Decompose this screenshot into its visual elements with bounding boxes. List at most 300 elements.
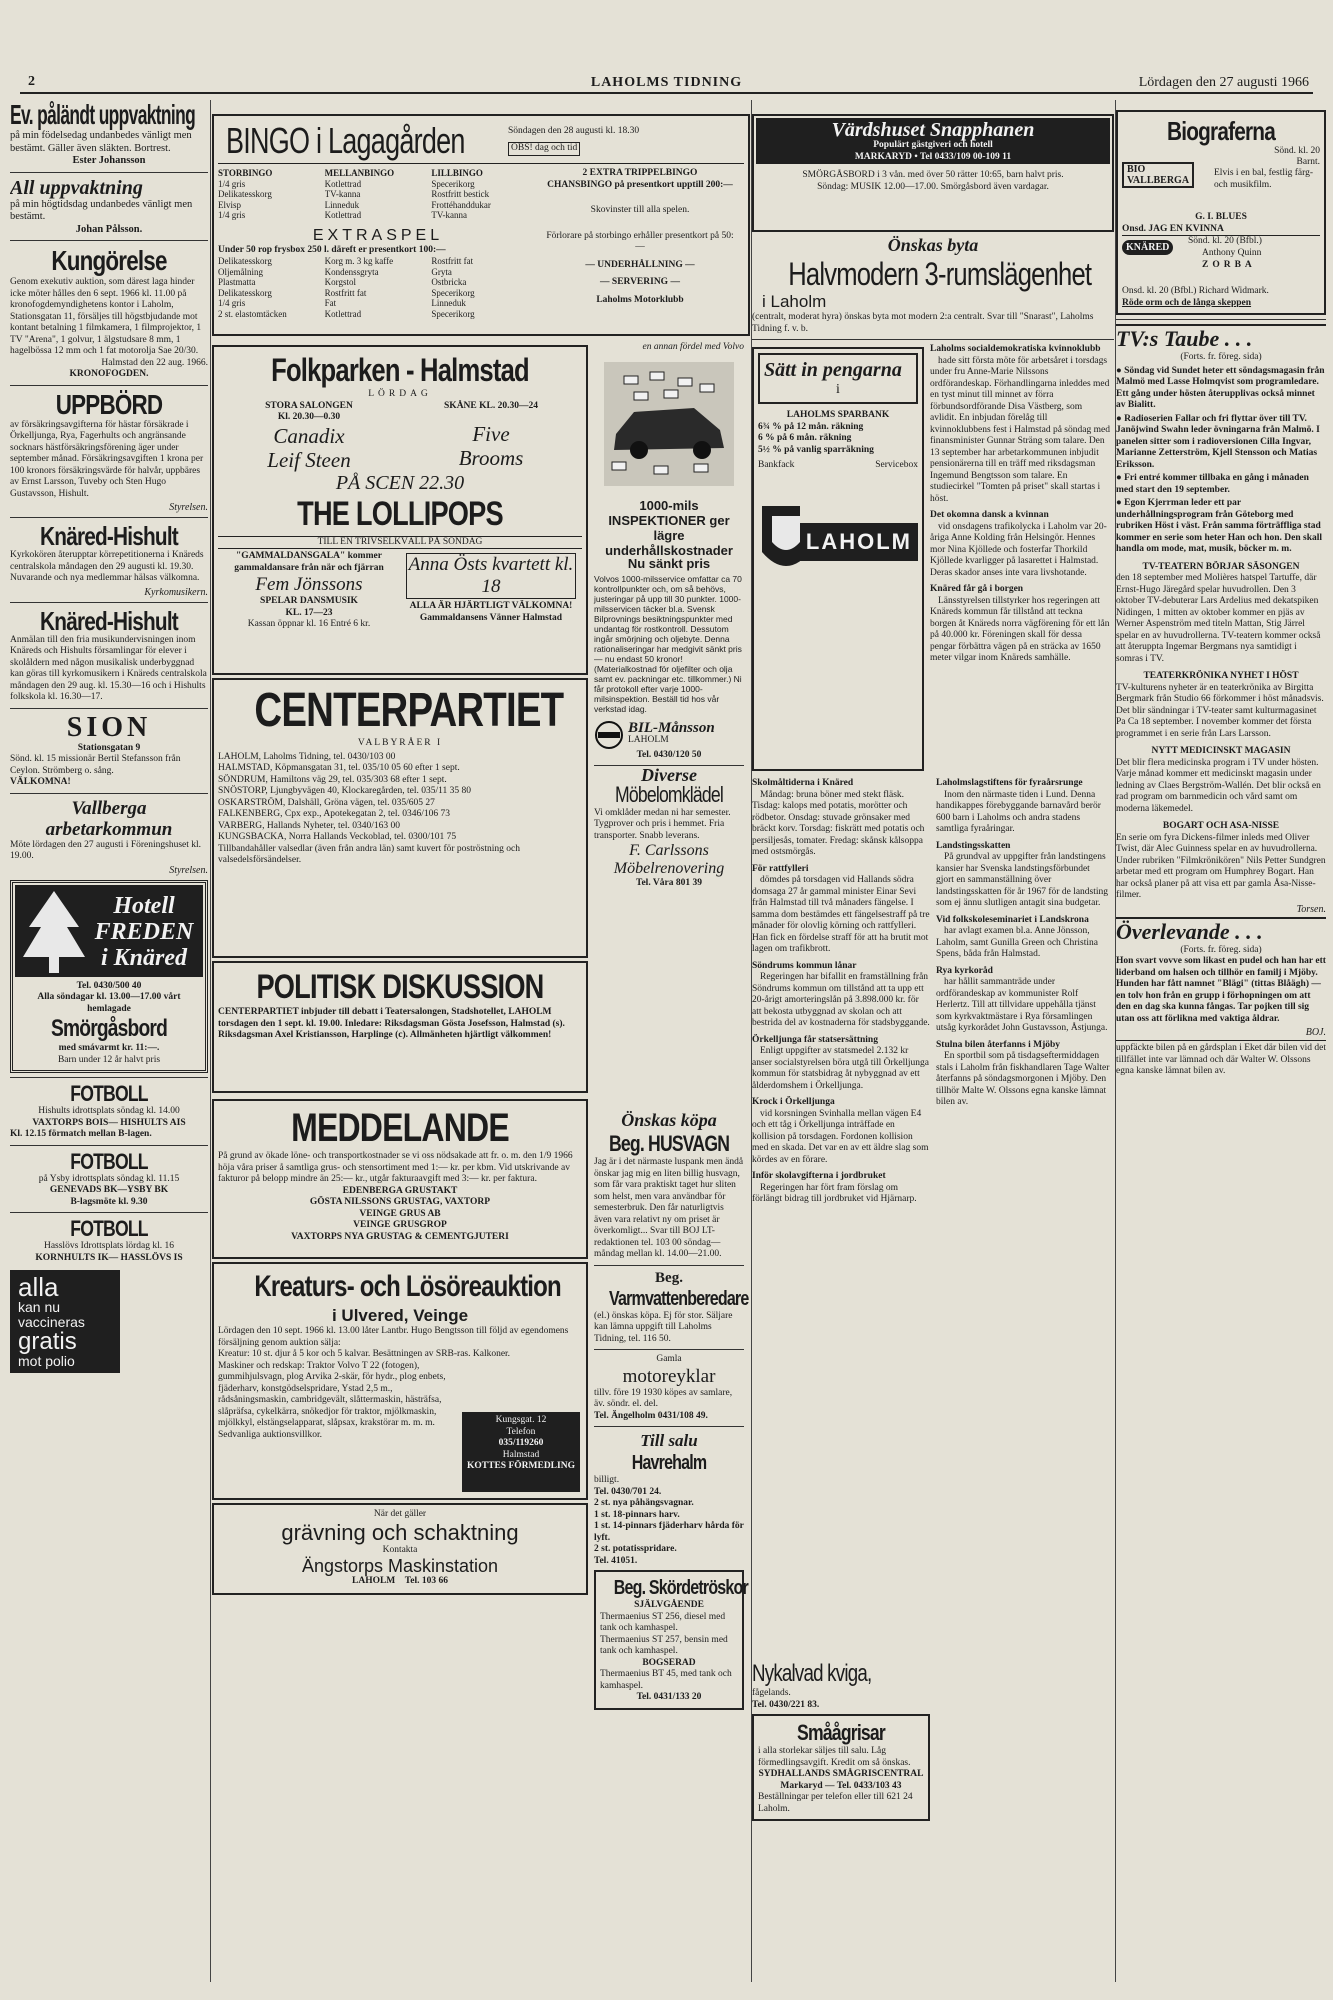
diverse-text: Vi omklåder medan ni har semester. Tygprover och pris i hemmet. Fria transporter. Snabb leverans. <box>594 807 731 841</box>
volvo-dealer-place: LAHOLM <box>628 734 669 745</box>
bingo-prize: Delikatesskorg <box>218 287 272 298</box>
sparbank-rate: 6 % på 6 mån. räkning <box>758 433 852 443</box>
ad-match: GENEVADS BK—YSBY BK <box>49 1185 169 1195</box>
bingo-prize: Specerikorg <box>431 178 475 189</box>
tv-bullet-text: Radioserien Fallar och fri flyttar över till TV. Janöjwind Swahn leder övningarna från Malmö. I panelen sitter som i radioversionen Cilla Ingvar, Marianne Zetterström, Kjell Stensson och Matias Eriksson. <box>1116 413 1320 470</box>
meddelande-firm: EDENBERGA GRUSTAKT <box>342 1185 458 1196</box>
bingo-prize: Kotlettrad <box>324 308 362 319</box>
bingo-prize: Kotlettrad <box>324 178 362 189</box>
divider <box>10 172 208 173</box>
notice-text: Anmälan till den fria musikundervisningen inom Knäreds och Hishults församlingar för elever i skolåldern med någon musikalisk underbyggnad kan göras till kyrkomusikern i Knäreds centralskola måndagen den 29 aug. kl. 15.30—16 och i Hishults folkskola kl. 16.30—17. <box>10 634 207 702</box>
issue-date: Lördagen den 27 augusti 1966 <box>1138 75 1309 90</box>
debate-title: POLITISK DISKUSSION <box>256 968 544 1006</box>
folkparken-title: Folkparken - Halmstad <box>271 352 529 388</box>
notice-uppbord <box>10 390 208 514</box>
snapphanen-subtitle: Populärt gästgiveri och hotell <box>873 140 993 150</box>
bingo-prize: Plastmatta <box>218 277 256 287</box>
ad-till-salu <box>594 1431 744 1567</box>
skord-title: Beg. Skördetröskor <box>613 1577 748 1599</box>
bio-logo-text: BIO <box>1127 164 1146 175</box>
ad-centerpartiet <box>212 678 588 958</box>
news-item <box>930 510 1110 579</box>
bingo-prize: Linneduk <box>431 298 466 308</box>
byta-title: Önskas byta <box>887 235 979 255</box>
auktion-stamp <box>462 1412 580 1492</box>
gravning-title: grävning och schaktning <box>281 1519 519 1545</box>
news-headline: Laholms socialdemokratiska kvinnoklubb <box>930 344 1101 354</box>
bingo-prize: Fat <box>324 298 337 308</box>
volvo-dealer-name: BIL-Månsson <box>628 720 715 736</box>
gravning-foot <box>218 1576 582 1588</box>
bingo-prize: Specerikorg <box>431 287 475 298</box>
volvo-phone: Tel. 0430/120 50 <box>636 749 702 760</box>
ad-sparbank <box>752 347 924 771</box>
bingo-prize: Ostbricka <box>431 277 467 287</box>
bullet-icon: ● <box>1116 473 1125 483</box>
stamp-line: Halmstad <box>502 1449 540 1460</box>
ad-motorcyklar <box>594 1354 744 1422</box>
auktion-machines: Maskiner och redskap: Traktor Volvo T 22 (fotogen), gummihjulsvagn, plog Arvika 2-skär, för hydr., plog enbets, fjäderharv, konstgödselspridare, Ystad 2,5 m., rådsåningsmaskin, cambridgevält, slåttermaskin, hästräfsa, slåpräfsa, cykelkärra, snökedjor för traktor, mjölkmaskin, mjölkkyl, elstängselapparat, slåpsax, krakstörar m. m. m. <box>218 1360 446 1428</box>
folkparken-day: LÖRDAG <box>368 389 432 399</box>
tv-bullet <box>1116 473 1326 496</box>
gravning-head: När det gäller <box>373 1509 427 1519</box>
centerpartiet-office: KUNGSBACKA, Norra Hallands Veckoblad, tel. 0300/101 75 <box>218 832 457 842</box>
news-text: Länsstyrelsen tillstyrker hos regeringen att Knäreds kommun får tillstånd att teckna borgen åt Knäreds norra vägförening för ett lån på 40.000 kr. Föreningen skall för dessa pengar förbättra vägen på en sträcka av 1650 meter vilgar inom Knäreds samhälle. <box>930 595 1110 663</box>
smag-phone: Markaryd — Tel. 0433/103 43 <box>780 1780 902 1791</box>
news-item <box>936 841 1110 910</box>
bingo-prize: Korgstol <box>324 277 356 287</box>
divider <box>10 1212 208 1213</box>
divider <box>594 1265 744 1266</box>
bingo-prize: 1/4 gris <box>218 298 246 308</box>
diverse-title: Diverse <box>641 765 697 785</box>
tv-section-text: den 18 september med Molières hatspel Tartuffe, där Ernst-Hugo Järegård spelar huvudrollen. Den 3 oktober TV-debuterar Lars Ardelius med dekatspiken Nidingen, 1 mitten av oktober kommer en pjäs av Werner Aspenström med titeln Mattan, Stig Järrel spelar en av huvudrollerna. TV-teatern kommer också att återuppta Ingemar Bergmans nya samtidigt i somras i TV. <box>1116 573 1321 664</box>
ad-snapphanen <box>752 114 1114 232</box>
news-headline: För rattfylleri <box>752 863 809 874</box>
ov-title: Överlevande . . . <box>1116 917 1326 945</box>
bio-film-title: ZORBA <box>1202 260 1256 270</box>
salu-line: Tel. 41051. <box>594 1555 638 1566</box>
news-item <box>752 961 930 1030</box>
notice-signature: Styrelsen. <box>169 864 208 876</box>
volvo-subheadline: Nu sänkt pris <box>627 556 711 571</box>
ad-onskas-kopa <box>594 1110 744 1261</box>
kviga-title: Nykalvad kviga, <box>752 1660 872 1687</box>
bingo-prize: Oljemålning <box>218 266 263 277</box>
ad-smagrisar <box>752 1714 930 1821</box>
tv-section-title: NYTT MEDICINSKT MAGASIN <box>1151 746 1291 756</box>
snapphanen-smorgasbord: SMÖRGÅSBORD i 3 vån. med över 50 rätter 10:65, barn halvt pris. <box>802 170 1064 180</box>
folkparken-stage: STORA SALONGEN <box>265 400 353 411</box>
ov-subtitle: (Forts. fr. föreg. sida) <box>1180 944 1262 955</box>
bingo-prize: Rostfritt fat <box>431 256 474 266</box>
notice-signature: KRONOFOGDEN. <box>69 369 149 379</box>
bingo-prize: Rostfritt bestick <box>431 189 490 199</box>
volvo-tagline: en annan fördel med Volvo <box>642 342 744 352</box>
ad-diverse <box>594 765 744 890</box>
notice-title: Ev. påländt uppvaktning <box>10 100 196 130</box>
ads-col2-right <box>594 1110 749 1713</box>
news-column-a <box>930 344 1110 774</box>
folkparken-time: KL. 17—23 <box>285 607 333 618</box>
meddelande-firm: VEINGE GRUS AB <box>359 1208 441 1219</box>
folkparken-gala: "GAMMALDANSGALA" kommer gammaldansare från när och fjärran <box>234 551 384 573</box>
folkparken-organizer: Gammaldansens Vänner Halmstad <box>419 612 563 623</box>
gravning-phone: Tel. 103 66 <box>404 1576 448 1586</box>
bio-vallberga <box>1122 146 1320 212</box>
moto-phone: Tel. Ängelholm 0431/108 49. <box>594 1410 708 1421</box>
diverse-phone: Tel. Våra 801 39 <box>636 878 702 888</box>
smag-sub: Beställningar per telefon eller till 621 24 Laholm. <box>758 1792 913 1814</box>
byta-place: i Laholm <box>762 292 827 311</box>
tv-bullets <box>1116 366 1326 556</box>
salu-text: billigt. <box>594 1475 620 1485</box>
news-text: har hållit sammanträde under ordförandeskap av kommunister Rolf Herlertz. Till att tillvidare uppehålla tjänst som kyrkvaktmästare i Rya församlingen utsåg kyrkorådet John Gustavsson, Åstjunga. <box>936 977 1108 1033</box>
bingo-prize: 1/4 gris <box>218 178 246 189</box>
car-icon <box>594 354 744 494</box>
byta-item: Halvmodern 3-rumslägenhet <box>788 256 1092 292</box>
bingo-extraspel-sub: Under 50 rop frysbox 250 l. däreft er presentkort 100:— <box>218 244 446 255</box>
bingo-prize: TV-kanna <box>431 210 467 220</box>
kviga-text: fågelands. <box>752 1688 791 1698</box>
notice-text: på min födelsedag undanbedes vänligt men bestämt. Gäller även släkten. Bortrest. <box>10 130 192 154</box>
bingo-header <box>218 120 744 164</box>
ads-col3-bottom <box>752 1660 930 1824</box>
ad-folkparken <box>212 345 588 675</box>
news-headline: Skolmåltiderna i Knäred <box>752 778 854 788</box>
divider <box>594 1426 744 1427</box>
news-text: har avlagt examen bl.a. Anne Jönsson, Laholm, samt Gunilla Green och Christina Spens, båda från Halmstad. <box>936 926 1098 959</box>
centerpartiet-office: SÖNDRUM, Hamiltons väg 29, tel. 035/303 68 efter 1 sept. <box>218 774 447 785</box>
tv-section-title: TV-TEATERN BÖRJAR SÄSONGEN <box>1142 561 1300 572</box>
column-rule <box>210 100 211 1982</box>
tv-section-text: En serie om fyra Dickens-filmer inleds med Oliver Twist, där Alec Guinness spelar en av huvudrollerna. Under rubriken "Filmkrönikören" Nils Petter Sundgren arbetar med ett program om Humphrey Bogart. Han har också planer på att visa ett par gamla Åsa-Nisse-filmer. <box>1116 832 1326 900</box>
folkparken-welcome: ALLA ÄR HJÄRTLIGT VÄLKOMNA! <box>409 601 573 611</box>
centerpartiet-note: Tillbandahåller valsedlar (även från andra län) samt kuvert för poströstning och valsedelsförsändelser. <box>218 843 520 865</box>
debate-text: CENTERPARTIET inbjuder till debatt i Teatersalongen, Stadshotellet, LAHOLM torsdagen den 1 sept. kl. 19.00. Inledare: Riksdagsman Gösta Josefsson, Halmstad (s). Riksdagsman Axel Kristiansson, Harplinge (c). Allmänheten hjärtligt välkommen! <box>218 1007 565 1040</box>
sparbank-rates <box>758 422 918 457</box>
folkparken-band: Five <box>472 422 510 446</box>
bingo-prize-grid <box>218 179 538 221</box>
page-header <box>20 72 1313 94</box>
bingo-note: OBS! dag och tid <box>508 142 580 156</box>
folkparken-band: Brooms <box>458 446 524 470</box>
bingo-extra-head: 2 EXTRA TRIPPELBINGO <box>582 168 698 178</box>
ad-extra: Kl. 12.15 förmatch mellan B-lagen. <box>10 1129 152 1139</box>
row-news-b <box>752 778 1114 1211</box>
ad-kviga <box>752 1660 930 1711</box>
ads-left-stack <box>212 342 588 1096</box>
folkparken-time: Kl. 20.30—0.30 <box>277 412 341 422</box>
masthead: LAHOLMS TIDNING <box>590 75 743 90</box>
tv-bullet <box>1116 414 1326 472</box>
folkparken-right <box>400 401 582 472</box>
divider <box>10 1145 208 1146</box>
ad-polio <box>10 1270 120 1373</box>
ad-politisk-diskussion <box>212 961 588 1093</box>
meddelande-title: MEDDELANDE <box>291 1106 509 1150</box>
news-headline: Stulna bilen återfanns i Mjöby <box>936 1039 1061 1050</box>
ad-text: Hishults idrottsplats söndag kl. 14.00 <box>38 1106 180 1116</box>
hotel-name: Hotell FREDEN i Knäred <box>94 892 194 971</box>
volvo-logo-icon <box>594 720 624 750</box>
snapphanen-music: Söndag: MUSIK 12.00—17.00. Smörgåsbord även vardagar. <box>817 181 1049 192</box>
news-headline: Knäred får gå i borgen <box>930 584 1024 594</box>
folkparken-sunday: TILL EN TRIVSELKVÄLL PÅ SÖNDAG <box>218 536 582 550</box>
bingo-head: STORBINGO <box>218 168 273 178</box>
news-item <box>752 1171 930 1206</box>
tv-bullet-text: Egon Kjerrman leder ett par underhållningsprogram från Göteborg med rubriken Höst i väst. Från samma förträffliga stad kommer en serie som heter Han och hon. Den skall handla om mode, mat, musik, böcker m. m. <box>1116 498 1323 554</box>
stamp-line: KOTTES FÖRMEDLING <box>467 1461 575 1471</box>
ad-gravning <box>212 1503 588 1595</box>
skord-line: Thermaenius BT 45, med tank och kamhaspel. <box>600 1669 732 1691</box>
bio-logo <box>1122 162 1194 188</box>
notice-title: Knäred-Hishult <box>40 521 178 551</box>
varm-text: (el.) önskas köpa. Ej för stor. Säljare kan lämna uppgift till Laholms Tidning, tel. 116 50. <box>594 1310 733 1344</box>
tree-icon <box>19 887 89 975</box>
sparbank-service: Bankfack <box>758 460 795 470</box>
news-item <box>930 584 1110 665</box>
bio-logo-knared: KNÄRED <box>1122 240 1173 255</box>
bingo-prize: Linneduk <box>324 199 360 210</box>
tv-signature: Torsen. <box>1296 903 1326 915</box>
salu-line: 2 st. nya påhängsvagnar. <box>594 1498 694 1508</box>
folkparken-headliner: THE LOLLIPOPS <box>297 494 503 533</box>
bingo-prize: Elvisp <box>218 199 242 210</box>
notice-title: UPPBÖRD <box>55 388 163 420</box>
varm-title: Beg. <box>655 1269 683 1286</box>
ad-match: KORNHULTS IK— HASSLÖVS IS <box>35 1252 183 1263</box>
auktion-terms: Sedvanliga auktionsvillkor. <box>218 1429 322 1440</box>
bio-film: Elvis i en bal, festlig färg- och musikfilm. <box>1214 168 1314 190</box>
salu-item: Havrehalm <box>631 1452 707 1474</box>
salu-line: 2 st. potatisspridare. <box>594 1544 677 1554</box>
ad-fotboll-3 <box>10 1217 208 1264</box>
ad-title: FOTBOLL <box>70 1148 148 1174</box>
news-headline: Rya kyrkoråd <box>936 965 993 976</box>
sparbank-name: LAHOLMS SPARBANK <box>786 410 890 420</box>
ad-match: VAXTORPS BOIS— HISHULTS AIS <box>32 1117 186 1128</box>
news-text: Regeringen har fört fram förslag om förlängt bidrag till jordbruket vid Hjärnarp. <box>752 1182 917 1204</box>
bio-actor: Anthony Quinn <box>1202 248 1262 258</box>
news-item <box>936 778 1110 836</box>
bingo-prize: 2 st. elastomtäcken <box>218 308 287 319</box>
news-text: vid korsningen Svinhalla mellan vägen E4 och ett tåg i Örkelljunga inträffade en kollision på torsdagen. Fordonen kollision med en skada. Det var en av ett äldre slag som kördes av en förare. <box>752 1108 929 1165</box>
news-headline: Laholmslagstiftens för fyraårsrunge <box>936 778 1083 788</box>
notice-all <box>10 177 208 237</box>
bingo-prize: TV-kanna <box>324 189 361 199</box>
notice-text: Sönd. kl. 15 missionär Bertil Stefansson från Ceylon. Strömberg o. sång. <box>10 754 181 776</box>
skord-sub: BOGSERAD <box>642 1657 696 1668</box>
notice-text: av försäkringsavgifterna för hästar försäkrade i Örkelljunga, Rya, Fagerhults och angränsande socknars hästförsäkringsförening äger under september månad. Försäkringsavgiften 1 krona per 100 kronors försäkringsvärde för halvår, uppbäres av Ernst Larsson, Tuveby och Sten Hugo Gustavsson, Hishult. <box>10 419 204 499</box>
byta-text: (centralt, moderat hyra) önskas byta mot modern 2:a centralt. Svar till "Snarast", Laholms Tidning f. v. b. <box>752 312 1094 334</box>
notice-ev <box>10 100 208 168</box>
bingo-prize-grid-2 <box>218 256 538 319</box>
hotel-child-price: Barn under 12 år halvt pris <box>57 1054 161 1065</box>
onskas-title: Önskas köpa <box>621 1110 717 1130</box>
divider <box>10 385 208 386</box>
folkparken-band: Leif Steen <box>267 447 351 472</box>
sparbank-headline <box>758 353 918 404</box>
centerpartiet-subtitle: VALBYRÅER I <box>357 738 443 748</box>
ad-auktion <box>212 1262 588 1500</box>
news-text: dömdes på torsdagen vid Hallands södra domsaga 27 år gammal minister Einar Sevi från Halmstad till två månaders fängelse. I samma dom bestämdes ett fängelsestraff på tre månader för olovlig körning och rattfylleri. Han fick en fördelse straff för att ha brutit mot lagen om trafikbrott. <box>752 875 930 954</box>
ad-fotboll-1 <box>10 1082 208 1141</box>
bio-film-title: G. I. BLUES <box>1195 212 1247 222</box>
moto-text: tillv. före 19 1930 köpes av samlare, äv. söndr. el. del. <box>594 1387 733 1409</box>
sparbank-rate: 5½ % på vanlig sparräkning <box>758 444 874 455</box>
tv-bullet <box>1116 498 1326 556</box>
diverse-firm: F. Carlssons Möbelrenovering <box>613 842 725 877</box>
hotel-hours: Alla söndagar kl. 13.00—17.00 vårt hemlagade <box>37 992 181 1014</box>
divider <box>752 339 1114 340</box>
news-text: Regeringen har bifallit en framställning från Söndrums kommun om tillstånd att ta upp ett 20-årigt amorteringslån på 3.898.000 kr. för att bekosta utbyggnad av skolan och att bestrida del av kostnaderna för stadsbyggande. <box>752 972 930 1028</box>
bingo-prize: Kondenssgryta <box>324 266 379 277</box>
salu-title: Till salu <box>640 1431 698 1450</box>
folkparken-band: Fem Jönssons <box>255 574 363 595</box>
tv-section-title: TEATERKRÖNIKA NYHET I HÖST <box>1143 671 1299 681</box>
folkparken-band-sub: SPELAR DANSMUSIK <box>260 596 358 606</box>
folkparken-sunday-right <box>400 551 582 631</box>
meddelande-firm: GÖSTA NILSSONS GRUSTAG, VAXTORP <box>309 1197 491 1207</box>
bingo-head: LILLBINGO <box>431 168 483 178</box>
centerpartiet-office: VARBERG, Hallands Nyheter, tel. 0340/163 00 <box>218 820 401 831</box>
skord-line: Thermaenius ST 257, bensin med tank och kamhaspel. <box>600 1634 728 1656</box>
meddelande-firm: VAXTORPS NYA GRUSTAG & CEMENTGJUTERI <box>291 1231 509 1242</box>
news-text: Enligt uppgifter av statsmedel 2.132 kr anser socialstyrelsen böra utgå till Örkelljunga kommun för statsbidrag åt nybyggnad av ett ålderdomshem i Örkelljunga. <box>752 1046 930 1091</box>
news-item <box>752 1035 930 1093</box>
salu-line: 1 st. 18-pinnars harv. <box>594 1509 680 1520</box>
notice-signature: Johan Pålsson. <box>75 223 143 235</box>
bingo-prize: Delikatesskorg <box>218 256 272 266</box>
volvo-text: Volvos 1000-milsservice omfattar ca 70 kontrollpunkter och, om så behövs, justeringar på upp till 30 punkter. 1000-milsservicen täcker bl.a. Svensk Bilprovnings besiktningspunkter med undantag för rostkontroll. Dessutom ingår smörjning och oljebyte. Denna rationaliseringar har medgivit sänkt pris — nu endast 50 kronor! (Materialkostnad för oljefilter och olja samt ev. packningar etc. tillkommer.) Ni får protokoll efter varje 1000-milsinspektion. Beställ tid hos vår verkstad idag. <box>594 573 742 714</box>
centerpartiet-office: FALKENBERG, Cpx exp., Apotekegatan 2, tel. 0346/106 73 <box>218 809 451 819</box>
ad-biograferna <box>1116 110 1326 315</box>
sparbank-logo <box>758 502 918 582</box>
news-column-c <box>936 778 1110 1211</box>
bingo-serving: — SERVERING — <box>600 277 680 287</box>
bio-wednesday-2: Onsd. kl. 20 (Bfbl.) Richard Widmark. <box>1122 286 1269 296</box>
divider <box>10 1077 208 1078</box>
auktion-place: i Ulvered, Veinge <box>331 1306 469 1325</box>
notice-title: SION <box>66 711 152 743</box>
volvo-headline: 1000-mils INSPEKTIONER ger lägre underhållskostnader <box>605 498 733 558</box>
bingo-side-text: Förlorare på storbingo erhåller presentkort på 50:— <box>546 230 734 252</box>
bingo-head: MELLANBINGO <box>324 168 395 178</box>
sparbank-town: LAHOLM <box>800 523 918 561</box>
news-item <box>936 966 1110 1035</box>
bingo-prize: Delikatesskorg <box>218 189 272 199</box>
meddelande-text: På grund av ökade löne- och transportkostnader se vi oss nödsakade att fr. o. m. den 1/9 1966 höja våra priser å samtliga grus- och stensortiment med 1:— kr. per kbm. Vid utskrivande av fakturor på belopp mindre än 25:— kr., utgår fakturaavgift med 3:— kr. per faktura. <box>218 1151 573 1184</box>
auktion-livestock: Kreatur: 10 st. djur å 5 kor och 5 kalvar. Besättningen av SRB-ras. Kalkoner. <box>218 1349 511 1359</box>
notice-text: på min högtidsdag undanbedes vänligt men bestämt. <box>10 198 193 222</box>
notice-text: Kyrkokören återupptar körrepetitionerna i Knäreds centralskola måndagen den 29 augusti kl. 19.30. Nuvarande och nya medlemmar hälsas välkomna. <box>10 550 204 583</box>
bingo-extra-text: CHANSBINGO på presentkort upptill 200:— <box>547 179 733 190</box>
smag-text: i allа storlekar säljes till salu. Låg förmedlingsavgift. Kredit om så önskas. <box>758 1746 911 1768</box>
bio-knared <box>1122 236 1320 286</box>
column-ads-main <box>212 100 750 1982</box>
bingo-prize: Gryta <box>431 266 452 277</box>
news-text: På grundval av uppgifter från landstingens kansier har Svenska landstingsförbundet gjort en sammanställning över landstingsskatten för år 1967 för de landsting som ej ännu slutligen antagit sina budgetar. <box>936 852 1109 908</box>
bullet-icon: ● <box>1116 365 1125 376</box>
polio-line: kan nu <box>18 1299 61 1315</box>
column-classifieds <box>10 100 208 1982</box>
ad-text: på Ysby idrottsplats söndag kl. 11.15 <box>38 1173 180 1184</box>
smag-firm: SYDHALLANDS SMÅGRISCENTRAL <box>758 1769 924 1779</box>
stamp-line: Kungsgat. 12 <box>495 1415 547 1425</box>
divider <box>10 240 208 241</box>
bingo-prize: Rostfritt fat <box>324 287 367 298</box>
notice-text: Genom exekutiv auktion, som därest laga hinder icke möter hålles den 6 sept. 1966 kl. 11.00 på kronofogdemyndighetens kontor i Laholm, Stationsgatan 11, försäljes till högstbjudande mot kontant betalning 1 filmkamera, 1 filmprojektor, 1 TV "Arena", 1 golvur, 1 älgstudsare 8 mm, 1 hagelbössa 12 mm och 1 fat motorolja Sae 20/30. <box>10 277 202 356</box>
bingo-side <box>542 168 738 306</box>
gravning-firm: Ängstorps Maskinstation <box>301 1556 499 1576</box>
hotel-smorgasbord: Smörgåsbord <box>50 1015 168 1042</box>
folkparken-left <box>218 401 400 472</box>
notice-title: Vallberga arbetarkommun <box>45 797 173 840</box>
notice-title: All uppvaktning <box>10 176 143 199</box>
divider <box>10 793 208 794</box>
sparbank-rate: 6¾ % på 12 mån. räkning <box>758 421 864 432</box>
news-headline: Söndrums kommun lånar <box>752 960 857 971</box>
news-item <box>752 778 930 859</box>
notice-knared-2 <box>10 607 208 704</box>
divider <box>10 602 208 603</box>
bingo-prize: 1/4 gris <box>218 210 246 220</box>
stamp-line: Telefon <box>506 1426 536 1437</box>
page-number: 2 <box>28 74 35 89</box>
ad-onskas-byta <box>752 235 1114 335</box>
folkparken-scene: PÅ SCEN 22.30 <box>335 471 465 494</box>
notice-subtitle: Stationsgatan 9 <box>77 742 141 753</box>
article-tv-taube <box>1116 324 1326 915</box>
news-column-b <box>752 778 930 1211</box>
auktion-title: Kreaturs- och Lösöreauktion <box>254 1270 561 1303</box>
tv-subtitle: (Forts. fr. föreg. sida) <box>1180 352 1262 362</box>
folkparken-stage: SKÅNE KL. 20.30—24 <box>444 400 538 411</box>
bio-time: Sönd. kl. 20 (Bfbl.) <box>1188 236 1262 246</box>
bingo-prizes <box>218 168 538 319</box>
salu-line: 1 st. 14-pinnars fjäderharv hårda för lyft. <box>594 1521 744 1543</box>
notice-kungorelse <box>10 245 208 381</box>
news-text: vid onsdagens trafikolycka i Laholm var 20-åriga Anne Kolding från Helsingör. Hennes mor Nina Kjöllede och fosterfar Thorkild Kjöllede kvarligger på lasarettet i Halmstad. Deras skador anses inte vara livshotande. <box>930 521 1107 578</box>
folkparken-sunday-left <box>218 551 400 631</box>
bio-film-title: Röde orm och de långa skeppen <box>1122 297 1252 308</box>
auktion-text: Lördagen den 10 sept. 1966 kl. 13.00 låter Lantbr. Hugo Bengtsson till följd av egendomens försäljning genom auktion sälja: <box>218 1326 569 1348</box>
divider <box>10 517 208 518</box>
notice-signature: Ester Johansson <box>72 155 146 166</box>
snapphanen-banner <box>756 118 1110 164</box>
snapphanen-phone: MARKARYD • Tel 0433/109 00-109 11 <box>854 151 1012 162</box>
volvo-dealer <box>594 720 744 750</box>
meddelande-firms <box>218 1186 582 1244</box>
bingo-prize: Frottéhanddukar <box>431 199 491 210</box>
folkparken-band: Canadix <box>273 423 345 448</box>
sparbank-i: i <box>836 382 840 397</box>
news-item <box>752 864 930 956</box>
bingo-organizer: Laholms Motorklubb <box>596 294 684 305</box>
tv-section-text: TV-kulturens nyheter är en teaterkrönika av Birgitta Bergmark från Studio 66 förkommer i höst månadsvis. Det blir sändningar i TV-teater samt kulturmagasinet Pa Ca 18 september. I november kommer det första programmet i en serie från Lars Larsson. <box>1116 682 1324 739</box>
polio-line: mot polio <box>18 1353 75 1369</box>
moto-item: motoreyklar <box>622 1365 716 1387</box>
column-news <box>752 100 1114 1982</box>
news-headline: Krock i Örkelljunga <box>752 1097 835 1107</box>
news-headline: Vid folkskoleseminariet i Landskrona <box>936 914 1089 925</box>
ad-extra: B-lagsmöte kl. 9.30 <box>70 1196 148 1207</box>
diverse-item: Möbelomklädel <box>615 781 723 807</box>
news-item <box>936 915 1110 961</box>
gravning-place: LAHOLM <box>352 1576 396 1586</box>
bullet-icon: ● <box>1116 498 1125 508</box>
